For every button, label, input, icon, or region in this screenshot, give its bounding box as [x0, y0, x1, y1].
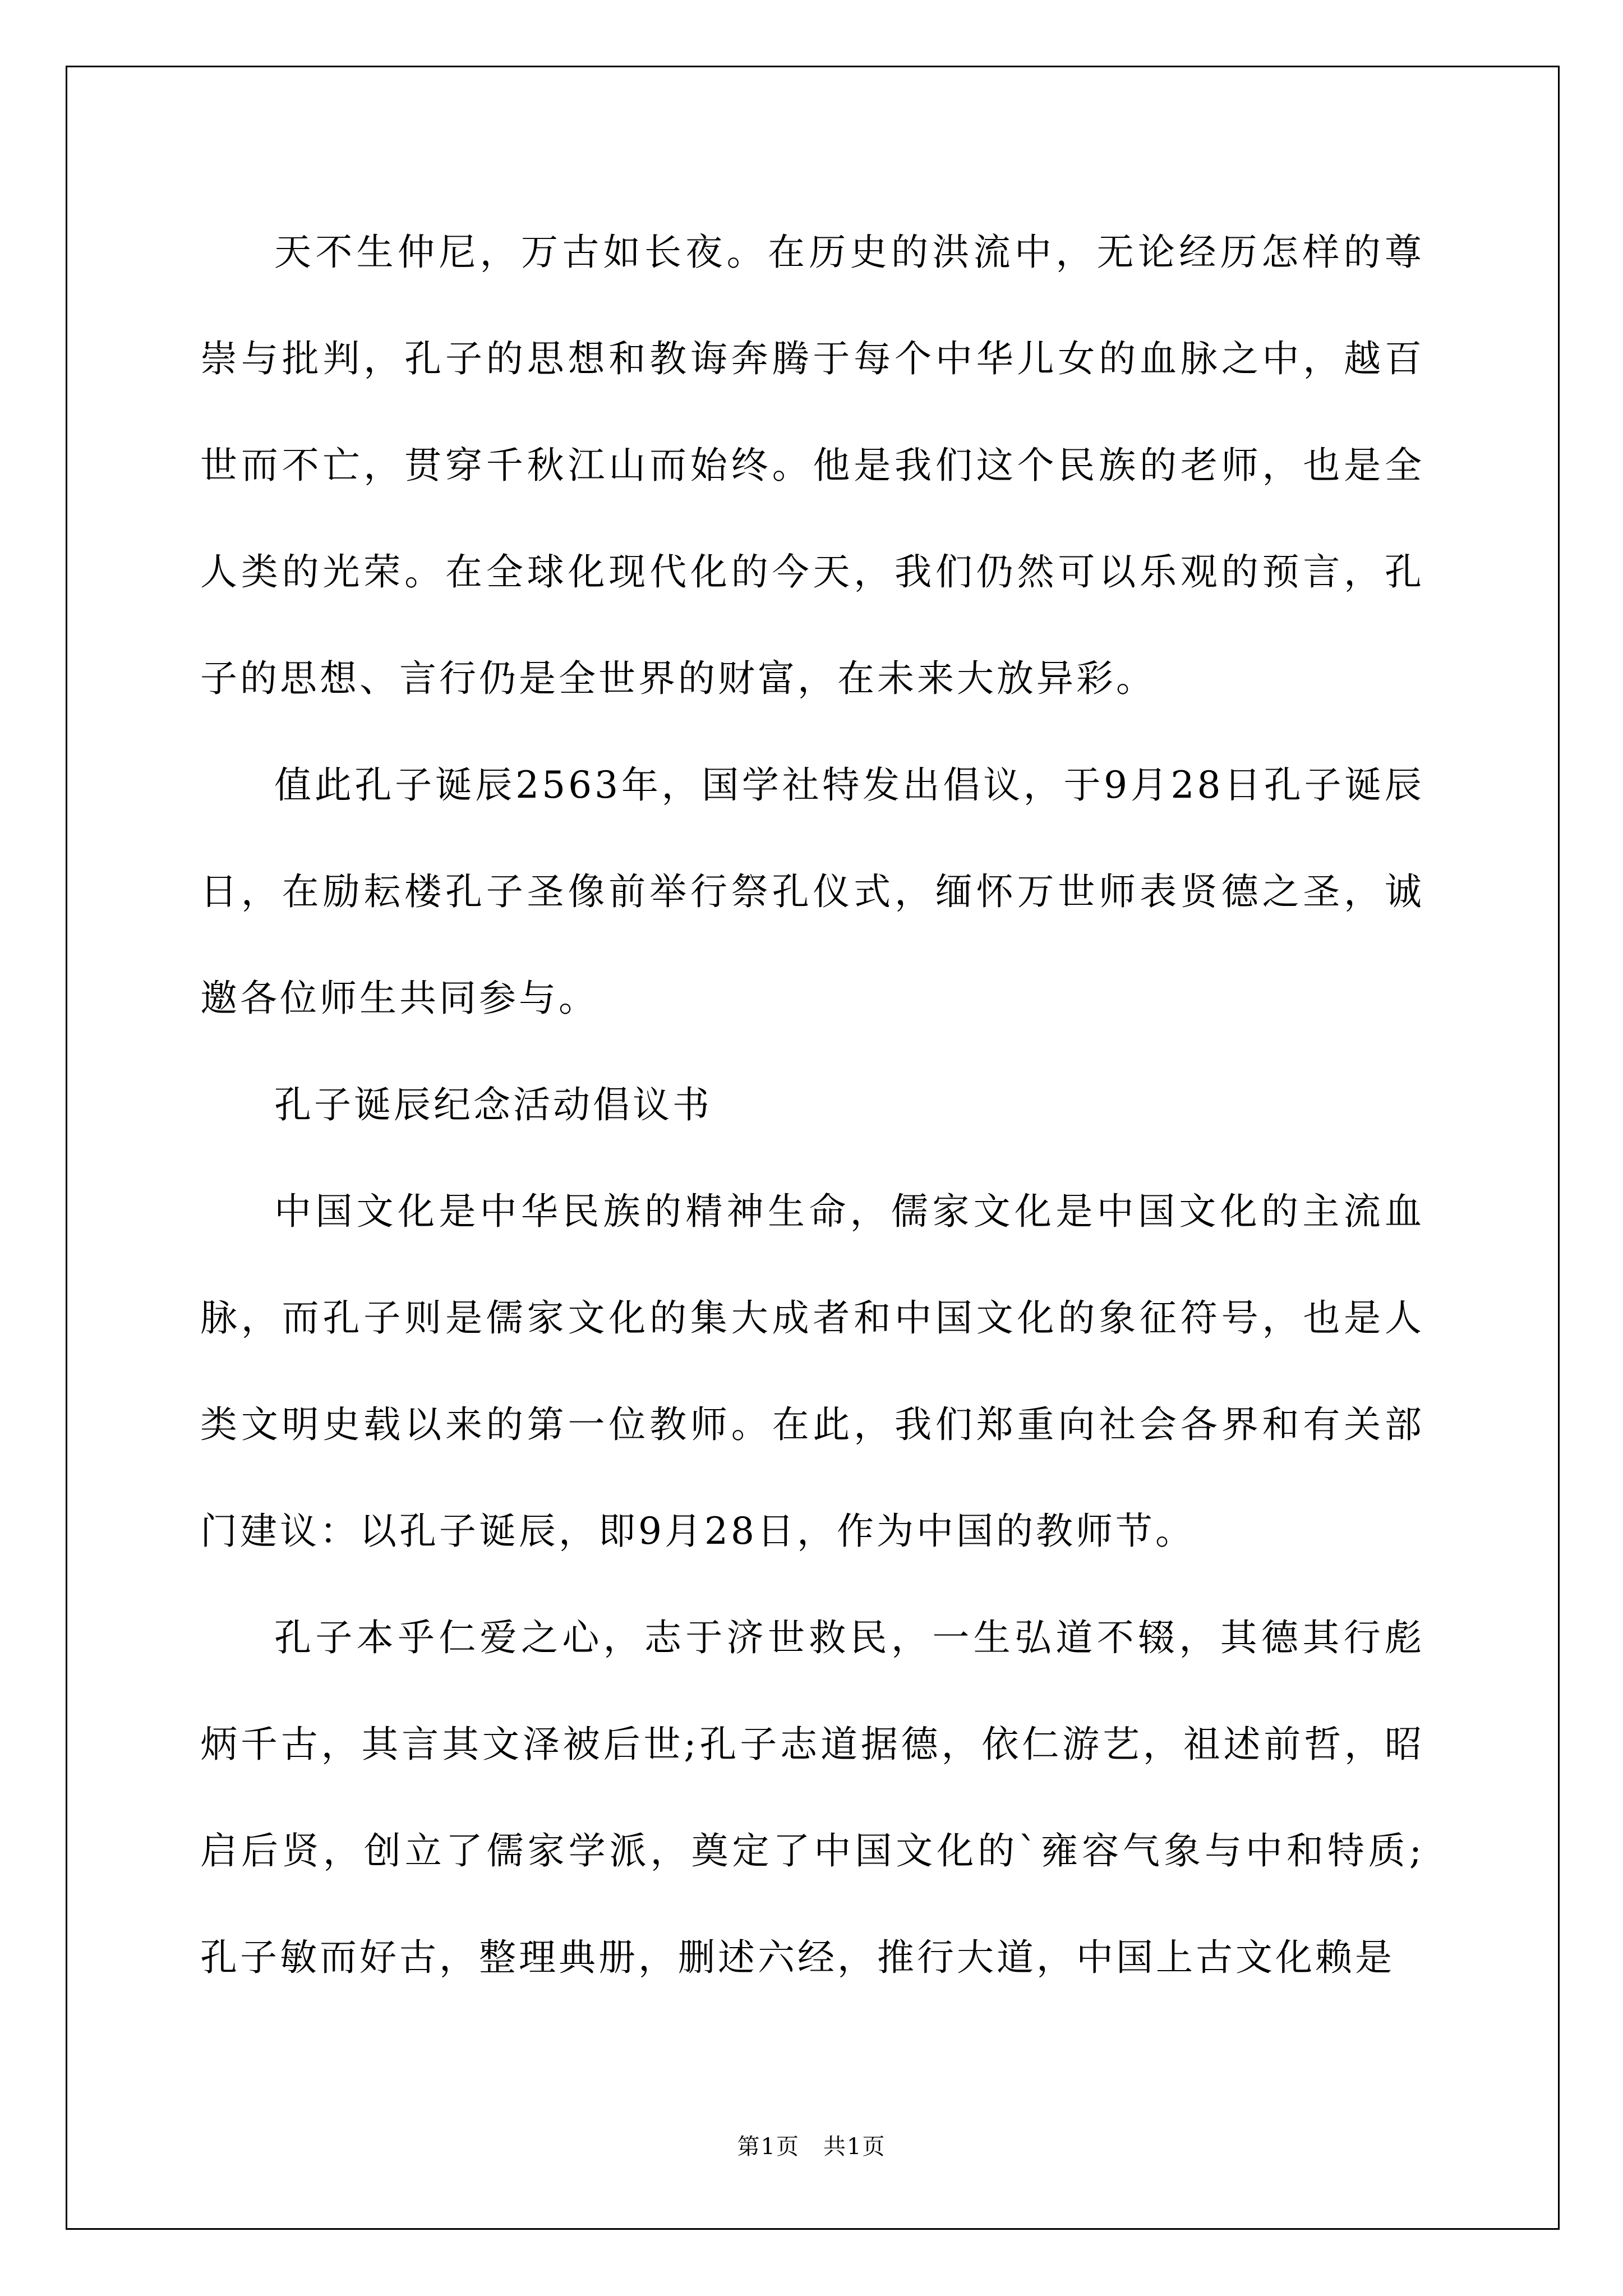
page-number: 第1页 共1页	[737, 2134, 886, 2160]
paragraph-confucius-virtue: 孔子本乎仁爱之心，志于济世救民，一生弘道不辍，其德其行彪炳千古，其言其文泽被后世;孔子志道据德，依仁游艺，祖述前哲，昭启后贤，创立了儒家学派，奠定了中国文化的`雍容气象与中和特质;孔子敏而好古，整理典册，删述六经，推行大道，中国上古文化赖是	[200, 1616, 1424, 1979]
document-body	[200, 199, 1424, 2011]
section-title: 孔子诞辰纪念活动倡议书	[274, 1083, 712, 1126]
paragraph-proposal: 中国文化是中华民族的精神生命，儒家文化是中国文化的主流血脉，而孔子则是儒家文化的集大成者和中国文化的象征符号，也是人类文明史载以来的第一位教师。在此，我们郑重向社会各界和有关部门建议：以孔子诞辰，即9月28日，作为中国的教师节。	[200, 1190, 1424, 1553]
paragraph-intro: 天不生仲尼，万古如长夜。在历史的洪流中，无论经历怎样的尊崇与批判，孔子的思想和教诲奔腾于每个中华儿女的血脉之中，越百世而不亡，贯穿千秋江山而始终。他是我们这个民族的老师，也是全人类的光荣。在全球化现代化的今天，我们仍然可以乐观的预言，孔子的思想、言行仍是全世界的财富，在未来大放异彩。	[200, 231, 1424, 700]
paragraph-invitation: 值此孔子诞辰2563年，国学社特发出倡议，于9月28日孔子诞辰日，在励耘楼孔子圣像前举行祭孔仪式，缅怀万世师表贤德之圣，诚邀各位师生共同参与。	[200, 763, 1424, 1020]
